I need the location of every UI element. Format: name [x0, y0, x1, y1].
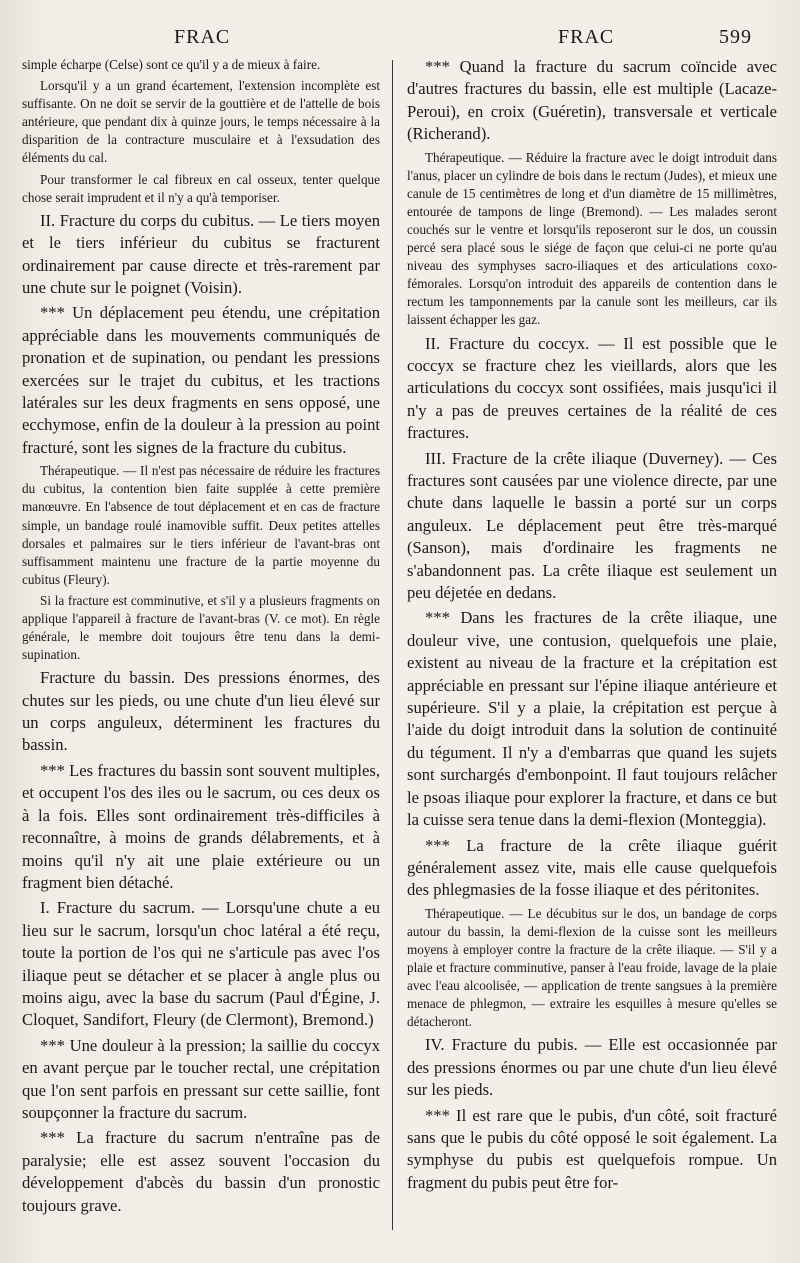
paragraph: simple écharpe (Celse) sont ce qu'il y a de mieux à faire. — [22, 57, 321, 72]
paragraph: II. Fracture du corps du cubitus. — Le tiers moyen et le tiers inférieur du cubitus se fracturent ordinairement par cause directe et très-rarement par une chute sur le poignet (Voisin). — [22, 210, 380, 297]
paragraph: *** Les fractures du bassin sont souvent multiples, et occupent l'os des iles ou le sacrum, ou ces deux os à la fois. Elles sont ordinairement très-difficiles à reconnaître, à moins de grands délabrements, et à moins qu'il n'y ait une plaie extérieure ou un fragment bien détaché. — [22, 760, 380, 892]
paragraph: IV. Fracture du pubis. — Elle est occasionnée par des pressions énormes ou par une chute d'un lieu élevé sur les pieds. — [407, 1035, 777, 1100]
paragraph: *** Un déplacement peu étendu, une crépitation appréciable dans les mouvements communiqués de pronation et de supination, ou pendant les pressions exercées sur le trajet du cubitus, et les tractions latérales sur les deux fragments en sens opposé, une ecchymose, enfin de la douleur à la pression au point fracturé, sont les signes de la fracture du cubitus. — [22, 303, 380, 457]
paragraph: I. Fracture du sacrum. — Lorsqu'une chute a eu lieu sur le sacrum, lorsqu'un choc latéral a été reçu, toute la portion de l'os qui ne s'articule pas avec l'os iliaque peut se détacher et se placer à angle plus ou moins aigu, avec la base du sacrum (Paul d'Égine, J. Cloquet, Sandifort, Fleury (de Clermont), Bremond.) — [22, 898, 380, 1030]
running-header — [22, 26, 778, 54]
text-columns — [22, 56, 778, 1230]
paragraph: II. Fracture du coccyx. — Il est possible que le coccyx se fracture chez les vieillards, alors que les articulations du coccyx sont ossifiées, mais jusqu'ici il n'y a pas de preuves certaines de la réalité de ces fractures. — [407, 333, 777, 443]
right-column — [393, 56, 777, 1230]
paragraph: Pour transformer le cal fibreux en cal osseux, tenter quelque chose serait imprudent et il n'y a qu'à temporiser. — [22, 171, 380, 205]
paragraph: *** Quand la fracture du sacrum coïncide avec d'autres fractures du bassin, elle est multiple (Lacaze-Peroui), en croix (Guéretin), transversale et verticale (Richerand). — [407, 57, 777, 144]
header-left-title: FRAC — [174, 26, 231, 48]
paragraph: III. Fracture de la crête iliaque (Duverney). — Ces fractures sont causées par une violence directe, par une chute dans laquelle le bassin a porté sur un corps anguleux. Le déplacement peut être très-marqué (Sanson), mais d'ordinaire les fragments ne s'abandonnent pas. La crête iliaque est seulement un peu déjetée en dedans. — [407, 448, 777, 603]
page-number: 599 — [719, 26, 752, 48]
paragraph: *** La fracture de la crête iliaque guérit généralement assez vite, mais elle cause quelquefois des phlegmasies de la fosse iliaque et des péritonites. — [407, 835, 777, 900]
paragraph: *** Dans les fractures de la crête iliaque, une douleur vive, une contusion, quelquefois une plaie, existent au niveau de la fracture et la crépitation est appréciable en pressant sur l'épine iliaque antérieure et supérieure. S'il y a plaie, la crépitation est perçue à l'aide du doigt introduit dans la solution de continuité du tégument. Il n'y a d'embarras que quand les sujets sont surchargés d'embonpoint. Il faut toujours relâcher le psoas iliaque pour explorer la fracture, et dans ce but la cuisse sera tenue dans la demi-flexion (Monteggia). — [407, 608, 777, 830]
header-right-title: FRAC — [558, 26, 615, 48]
paragraph: Fracture du bassin. Des pressions énormes, des chutes sur les pieds, ou une chute d'un lieu élevé sur un corps anguleux, déterminent les fractures du bassin. — [22, 668, 380, 755]
paragraph: Thérapeutique. — Réduire la fracture avec le doigt introduit dans l'anus, placer un cylindre de bois dans le rectum (Judes), et mieux une canule de 15 centimètres de long et d'un diamètre de 15 millimètres, entourée de tampons de linge (Bremond). — Les malades seront couchés sur le ventre et lorsqu'ils reposeront sur le dos, un coussin percé sera placé sous le siége de façon que celui-ci ne porte qu'au niveau des symphyses sacro-iliaques et des articulations coxo-fémorales. Lorsqu'on introduit des appareils de contention dans le rectum les tamponnements par la canule sont les meilleurs, car ils laissent échapper les gaz. — [407, 149, 777, 328]
paragraph: Thérapeutique. — Il n'est pas nécessaire de réduire les fractures du cubitus, la contention bien faite supplée à cette première manœuvre. En l'absence de tout déplacement et en cas de fracture simple, un bandage roulé inamovible suffit. Deux petites attelles dorsales et palmaires sur le tiers inférieur de l'avant-bras ont suffisamment maintenu une fracture de la partie moyenne du cubitus (Fleury). — [22, 463, 380, 587]
paragraph: *** La fracture du sacrum n'entraîne pas de paralysie; elle est assez souvent l'occasion du développement d'abcès du bassin d'un pronostic toujours grave. — [22, 1128, 380, 1215]
paragraph: *** Il est rare que le pubis, d'un côté, soit fracturé sans que le pubis du côté opposé le soit également. La symphyse du pubis est quelquefois rompue. Un fragment du pubis peut être for- — [407, 1105, 777, 1192]
paragraph: *** Une douleur à la pression; la saillie du coccyx en avant perçue par le toucher rectal, une crépitation que l'on sent parfois en pressant sur cette saillie, font soupçonner la fracture du sacrum. — [22, 1035, 380, 1122]
paragraph: Thérapeutique. — Le décubitus sur le dos, un bandage de corps autour du bassin, la demi-flexion de la cuisse sont les meilleurs moyens à employer contre la fracture de la crête iliaque. — S'il y a plaie et fracture comminutive, panser à l'eau froide, lavage de la plaie avec l'eau alcoolisée, — application de trente sangsues à la première menace de phlegmon, — extraire les esquilles à mesure qu'elles se détacheront. — [407, 905, 777, 1030]
left-column — [22, 56, 392, 1230]
paragraph: Lorsqu'il y a un grand écartement, l'extension incomplète est suffisante. On ne doit se servir de la gouttière et de l'attelle de bois antérieure, que pendant dix à quinze jours, le temps nécessaire à la disparition de la contracture musculaire et à l'exsudation des éléments du cal. — [22, 78, 380, 166]
paragraph: Si la fracture est comminutive, et s'il y a plusieurs fragments on applique l'appareil à fracture de l'avant-bras (V. ce mot). En règle générale, le membre doit toujours être tenu dans la demi-supination. — [22, 592, 380, 663]
